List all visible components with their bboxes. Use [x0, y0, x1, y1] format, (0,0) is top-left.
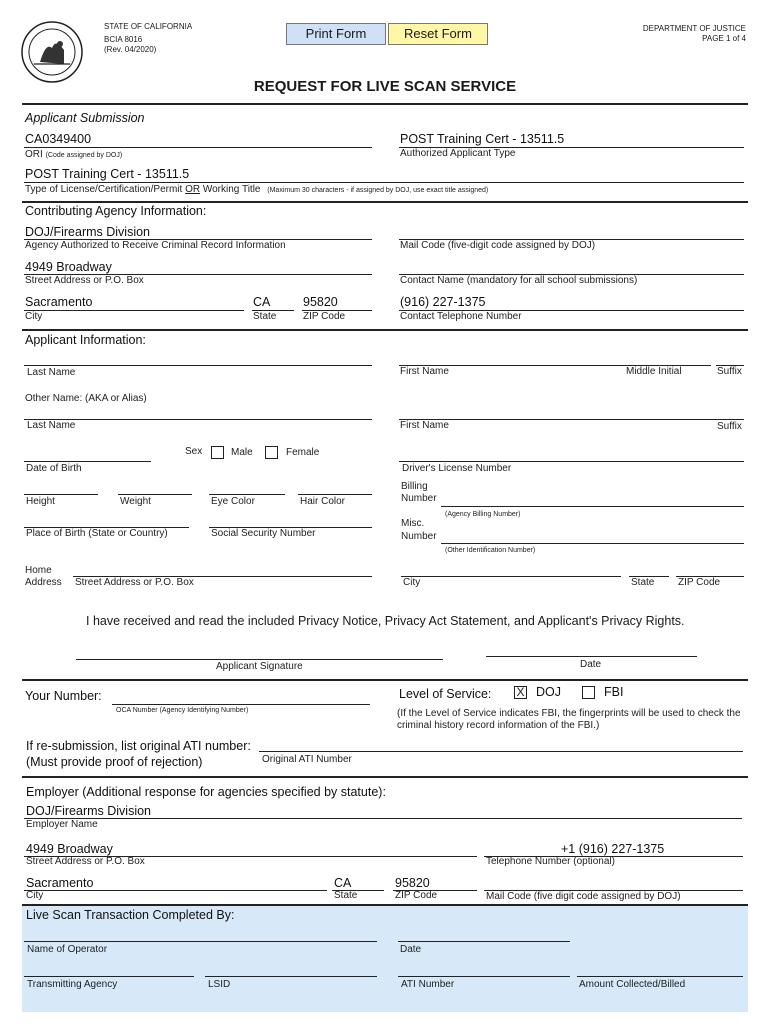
field-line	[209, 494, 285, 495]
employer-street-label: Street Address or P.O. Box	[26, 856, 145, 867]
place-of-birth-label: Place of Birth (State or Country)	[26, 528, 168, 539]
field-line	[441, 543, 744, 544]
agency-city-label: City	[25, 311, 43, 322]
employer-zip-field[interactable]: 95820	[395, 876, 430, 890]
billing-note: (Agency Billing Number)	[445, 511, 521, 518]
home-address-label-2: Address	[25, 577, 62, 588]
field-line	[205, 976, 377, 977]
field-line	[24, 419, 372, 420]
level-note-2: criminal history record information of the FBI.)	[397, 720, 600, 731]
field-line	[298, 494, 372, 495]
misc-label-1: Misc.	[401, 518, 425, 529]
form-title: REQUEST FOR LIVE SCAN SERVICE	[253, 78, 517, 95]
last-name-label: Last Name	[27, 367, 76, 378]
employer-name-field[interactable]: DOJ/Firearms Division	[26, 804, 152, 818]
employer-mail-code-label: Mail Code (five digit code assigned by DOJ)	[486, 891, 681, 902]
field-line	[577, 976, 743, 977]
agency-name-label: Agency Authorized to Receive Criminal Record Information	[25, 240, 286, 251]
resubmission-label-2: (Must provide proof of rejection)	[26, 755, 203, 769]
field-line	[398, 941, 570, 942]
ori-note: (Code assigned by DOJ)	[45, 152, 123, 159]
field-line	[24, 147, 372, 148]
level-of-service-label: Level of Service:	[399, 687, 492, 701]
operator-name-label: Name of Operator	[27, 944, 108, 955]
mail-code-label: Mail Code (five-digit code assigned by DOJ)	[400, 240, 596, 251]
field-line	[24, 941, 377, 942]
aka-first-name-label: First Name	[400, 420, 449, 431]
header-form-number: BCIA 8016	[104, 35, 143, 44]
license-type-note: (Maximum 30 characters - if assigned by DOJ, use exact title assigned)	[267, 187, 489, 194]
agency-city-field[interactable]: Sacramento	[25, 295, 93, 309]
amount-collected-label: Amount Collected/Billed	[579, 979, 686, 990]
contact-name-label: Contact Name (mandatory for all school submissions)	[400, 275, 638, 286]
middle-initial-label: Middle Initial	[626, 366, 682, 377]
eye-color-label: Eye Color	[211, 496, 255, 507]
applicant-signature-label: Applicant Signature	[216, 661, 303, 672]
fbi-checkbox[interactable]	[582, 686, 595, 699]
weight-label: Weight	[120, 496, 151, 507]
ori-label	[25, 149, 122, 160]
height-label: Height	[26, 496, 55, 507]
divider	[22, 329, 748, 331]
billing-label-2: Number	[401, 493, 437, 504]
your-number-label: Your Number:	[25, 689, 102, 703]
misc-label-2: Number	[401, 531, 437, 542]
transmitting-agency-label: Transmitting Agency	[27, 979, 118, 990]
live-scan-heading: Live Scan Transaction Completed By:	[26, 908, 235, 922]
agency-zip-field[interactable]: 95820	[303, 295, 338, 309]
aka-suffix-label: Suffix	[717, 421, 742, 432]
license-type-label	[25, 184, 488, 195]
agency-phone-label: Contact Telephone Number	[400, 311, 522, 322]
header-state: STATE OF CALIFORNIA	[104, 22, 193, 31]
reset-form-button[interactable]: Reset Form	[388, 23, 488, 45]
agency-phone-field[interactable]: (916) 227-1375	[400, 295, 486, 309]
level-note-1: (If the Level of Service indicates FBI, the fingerprints will be used to check the	[397, 708, 741, 719]
employer-phone-label: Telephone Number (optional)	[486, 856, 615, 867]
field-line	[24, 818, 742, 819]
home-city-label: City	[403, 577, 421, 588]
field-line	[24, 461, 151, 462]
license-type-label-or: OR	[185, 184, 201, 195]
original-ati-label: Original ATI Number	[262, 754, 352, 765]
employer-zip-label: ZIP Code	[395, 890, 438, 901]
street-address-label: Street Address or P.O. Box	[25, 275, 144, 286]
field-line	[24, 365, 372, 366]
aka-last-name-label: Last Name	[27, 420, 76, 431]
street-address-field[interactable]: 4949 Broadway	[25, 260, 112, 274]
female-label: Female	[286, 447, 320, 458]
suffix-label: Suffix	[717, 366, 742, 377]
license-type-label-a: Type of License/Certification/Permit	[25, 184, 183, 195]
agency-state-label: State	[253, 311, 277, 322]
field-line	[112, 704, 370, 705]
home-state-label: State	[631, 577, 655, 588]
authorized-applicant-type-field[interactable]: POST Training Cert - 13511.5	[400, 132, 565, 146]
license-type-label-b: Working Title	[202, 184, 261, 195]
signature-date-label: Date	[580, 659, 602, 670]
field-line	[259, 751, 743, 752]
other-name-label: Other Name: (AKA or Alias)	[25, 393, 147, 404]
field-line	[24, 494, 98, 495]
hair-color-label: Hair Color	[300, 496, 346, 507]
field-line	[486, 656, 697, 657]
field-line	[24, 182, 744, 183]
signature-line	[76, 659, 443, 660]
employer-state-label: State	[334, 890, 358, 901]
employer-name-label: Employer Name	[26, 819, 98, 830]
employer-state-field[interactable]: CA	[334, 876, 352, 890]
home-zip-label: ZIP Code	[678, 577, 721, 588]
applicant-submission-heading: Applicant Submission	[25, 111, 145, 125]
divider	[22, 679, 748, 681]
field-line	[401, 576, 621, 577]
billing-label-1: Billing	[401, 481, 428, 492]
drivers-license-label: Driver's License Number	[402, 463, 512, 474]
header-revision: (Rev. 04/2020)	[104, 45, 157, 54]
agency-name-field[interactable]: DOJ/Firearms Division	[25, 225, 151, 239]
authorized-applicant-type-label: Authorized Applicant Type	[400, 148, 516, 159]
ori-field[interactable]: CA0349400	[25, 132, 92, 146]
fbi-label: FBI	[604, 685, 624, 699]
employer-heading: Employer (Additional response for agencies specified by statute):	[26, 785, 386, 799]
field-line	[24, 976, 194, 977]
home-street-label: Street Address or P.O. Box	[75, 577, 194, 588]
applicant-info-heading: Applicant Information:	[25, 333, 146, 347]
female-checkbox[interactable]	[265, 446, 278, 459]
ssn-label: Social Security Number	[211, 528, 316, 539]
resubmission-label-1: If re-submission, list original ATI number:	[26, 739, 251, 753]
field-line	[24, 890, 327, 891]
oca-number-note: OCA Number (Agency Identifying Number)	[116, 707, 249, 714]
divider	[22, 776, 748, 778]
agency-zip-label: ZIP Code	[303, 311, 346, 322]
field-line	[398, 976, 570, 977]
employer-city-label: City	[26, 890, 44, 901]
contributing-agency-heading: Contributing Agency Information:	[25, 204, 207, 218]
header-department: DEPARTMENT OF JUSTICE	[642, 24, 746, 33]
doj-checkbox[interactable]: X	[514, 686, 527, 699]
divider	[22, 201, 748, 203]
divider	[22, 103, 748, 105]
employer-phone-field[interactable]: +1 (916) 227-1375	[561, 842, 665, 856]
field-line	[441, 506, 744, 507]
male-label: Male	[231, 447, 253, 458]
misc-note: (Other Identification Number)	[445, 547, 536, 554]
dob-label: Date of Birth	[26, 463, 82, 474]
sex-label: Sex	[185, 446, 203, 457]
header-page: PAGE 1 of 4	[702, 34, 746, 43]
field-line	[399, 419, 744, 420]
employer-street-field[interactable]: 4949 Broadway	[26, 842, 113, 856]
doj-label: DOJ	[536, 685, 561, 699]
live-scan-date-label: Date	[400, 944, 422, 955]
field-line	[24, 310, 244, 311]
ori-label-text: ORI	[25, 149, 43, 160]
male-checkbox[interactable]	[211, 446, 224, 459]
state-seal	[20, 20, 84, 84]
ati-number-label: ATI Number	[401, 979, 455, 990]
employer-city-field[interactable]: Sacramento	[26, 876, 94, 890]
agency-state-field[interactable]: CA	[253, 295, 271, 309]
first-name-label: First Name	[400, 366, 449, 377]
privacy-statement: I have received and read the included Privacy Notice, Privacy Act Statement, and Applicant's Privacy Rights.	[86, 614, 685, 628]
field-line	[399, 461, 744, 462]
field-line	[118, 494, 192, 495]
license-type-field[interactable]: POST Training Cert - 13511.5	[25, 167, 190, 181]
home-address-label-1: Home	[25, 565, 52, 576]
lsid-label: LSID	[208, 979, 231, 990]
print-form-button[interactable]: Print Form	[286, 23, 386, 45]
